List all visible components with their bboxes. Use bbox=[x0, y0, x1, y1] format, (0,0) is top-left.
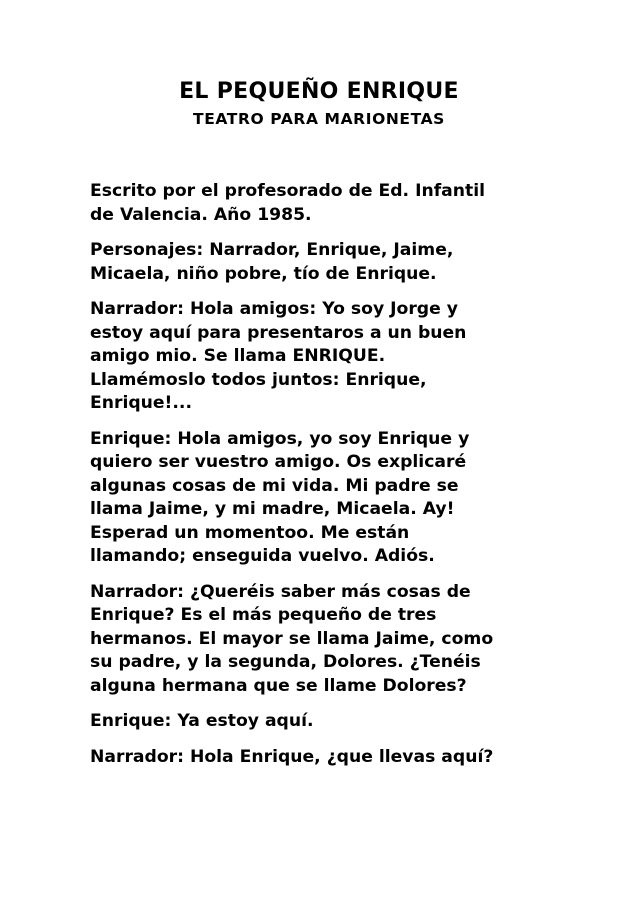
text-line: Esperad un momentoo. Me están bbox=[90, 522, 410, 543]
paragraph-dialogue bbox=[90, 428, 560, 569]
text-line: alguna hermana que se llame Dolores? bbox=[90, 675, 467, 696]
paragraph-dialogue bbox=[90, 746, 560, 770]
document-subtitle: TEATRO PARA MARIONETAS bbox=[193, 110, 445, 128]
paragraph-characters bbox=[90, 239, 560, 286]
text-line: algunas cosas de mi vida. Mi padre se bbox=[90, 475, 459, 496]
text-line: su padre, y la segunda, Dolores. ¿Tenéis bbox=[90, 652, 481, 672]
document-title: EL PEQUEÑO ENRIQUE bbox=[179, 79, 459, 104]
text-line: Enrique: Ya estoy aquí. bbox=[90, 711, 314, 731]
text-line: hermanos. El mayor se llama Jaime, como bbox=[90, 628, 494, 649]
text-line: Enrique!... bbox=[90, 393, 192, 413]
text-line: Enrique? Es el más pequeño de tres bbox=[90, 605, 437, 625]
text-line: Micaela, niño pobre, tío de Enrique. bbox=[90, 263, 437, 284]
text-line: amigo mio. Se llama ENRIQUE. bbox=[90, 346, 386, 366]
paragraph-dialogue bbox=[90, 710, 560, 734]
text-line: llamando; enseguida vuelvo. Adiós. bbox=[90, 546, 435, 566]
document-body bbox=[90, 180, 560, 781]
text-line: Enrique: Hola amigos, yo soy Enrique y bbox=[90, 428, 470, 449]
text-line: Narrador: Hola Enrique, ¿que llevas aquí? bbox=[90, 746, 494, 767]
text-line: Escrito por el profesorado de Ed. Infantil bbox=[90, 181, 486, 201]
text-line: Llamémoslo todos juntos: Enrique, bbox=[90, 369, 427, 390]
text-line: estoy aquí para presentaros a un buen bbox=[90, 322, 467, 343]
paragraph-dialogue bbox=[90, 581, 560, 699]
paragraph-authorship bbox=[90, 180, 560, 227]
text-line: Personajes: Narrador, Enrique, Jaime, bbox=[90, 240, 454, 260]
text-line: de Valencia. Año 1985. bbox=[90, 204, 312, 225]
text-line: llama Jaime, y mi madre, Micaela. Ay! bbox=[90, 499, 455, 519]
text-line: Narrador: Hola amigos: Yo soy Jorge y bbox=[90, 299, 458, 319]
text-line: Narrador: ¿Queréis saber más cosas de bbox=[90, 581, 471, 602]
text-line: quiero ser vuestro amigo. Os explicaré bbox=[90, 452, 467, 472]
paragraph-dialogue bbox=[90, 298, 560, 416]
